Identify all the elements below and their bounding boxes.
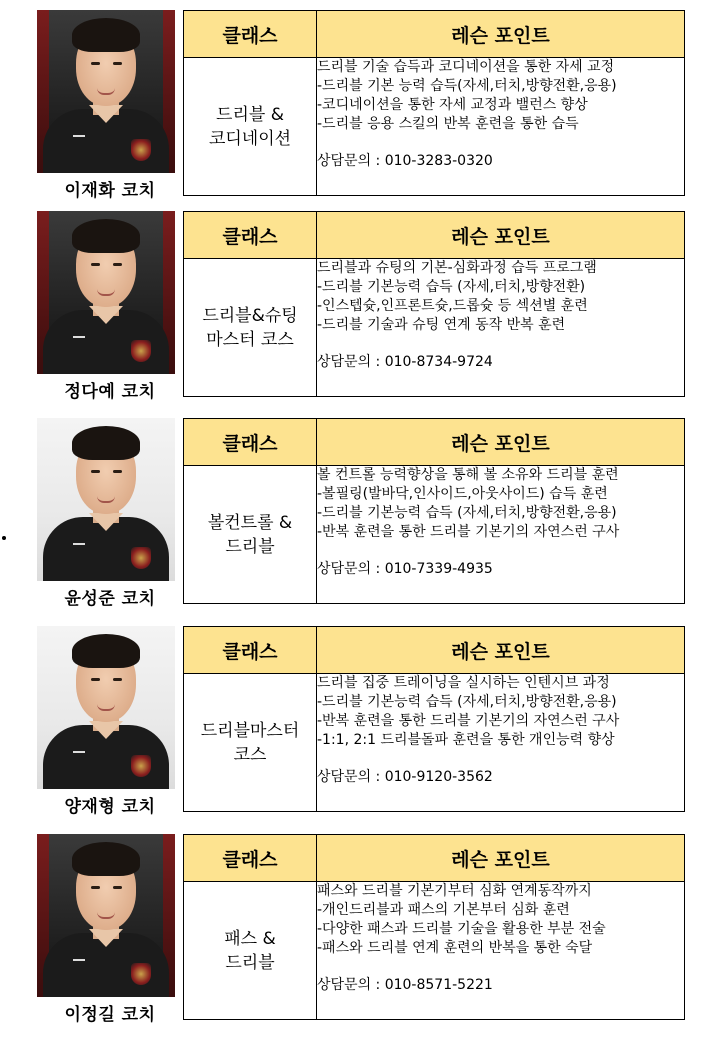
point-line: 드리블 집중 트레이닝을 실시하는 인텐시브 과정 [317, 675, 610, 691]
point-line: -볼필링(발바닥,인사이드,아웃사이드) 습득 훈련 [317, 486, 608, 502]
seoul-badge-icon [131, 340, 151, 362]
lesson-points [317, 259, 685, 397]
class-header: 클래스 [184, 835, 317, 882]
coach-card [37, 834, 687, 1027]
contact-phone: 상담문의 : 010-7339-4935 [317, 561, 493, 577]
lesson-table [183, 418, 685, 604]
lesson-table [183, 10, 685, 196]
point-line: -코디네이션을 통한 자세 교정과 밸런스 향상 [317, 97, 588, 113]
coach-name: 이정길 코치 [64, 1005, 156, 1025]
point-line: -드리블 기본능력 습득 (자세,터치,방향전환,응용) [317, 505, 617, 521]
points-header: 레슨 포인트 [317, 627, 685, 674]
class-name: 드리블마스터 코스 [184, 674, 317, 812]
class-header: 클래스 [184, 419, 317, 466]
class-name: 패스 & 드리블 [184, 882, 317, 1020]
points-header: 레슨 포인트 [317, 835, 685, 882]
coach-photo [37, 10, 175, 173]
point-line: -드리블 응용 스킬의 반복 훈련을 통한 습득 [317, 116, 579, 132]
lesson-points [317, 882, 685, 1020]
point-line: -드리블 기본능력 습득 (자세,터치,방향전환,응용) [317, 694, 617, 710]
class-header: 클래스 [184, 627, 317, 674]
lesson-table [183, 626, 685, 812]
stray-dot [2, 536, 6, 540]
coach-photo [37, 418, 175, 581]
coach-card [37, 211, 687, 404]
point-line: -반복 훈련을 통한 드리블 기본기의 자연스런 구사 [317, 524, 620, 540]
point-line: -다양한 패스과 드리블 기술을 활용한 부분 전술 [317, 921, 606, 937]
seoul-badge-icon [131, 963, 151, 985]
coach-photo [37, 211, 175, 374]
lesson-table [183, 211, 685, 397]
seoul-badge-icon [131, 139, 151, 161]
coach-name: 정다예 코치 [64, 382, 156, 402]
point-line: -개인드리블과 패스의 기본부터 심화 훈련 [317, 902, 570, 918]
class-name: 볼컨트롤 & 드리블 [184, 466, 317, 604]
lesson-table [183, 834, 685, 1020]
class-header: 클래스 [184, 11, 317, 58]
seoul-badge-icon [131, 755, 151, 777]
point-line: -인스텝슛,인프론트슛,드롭슛 등 섹션별 훈련 [317, 298, 588, 314]
point-line: -패스와 드리블 연계 훈련의 반복을 통한 숙달 [317, 940, 593, 956]
points-header: 레슨 포인트 [317, 212, 685, 259]
point-line: 드리블과 슈팅의 기본-심화과정 습득 프로그램 [317, 260, 597, 276]
contact-phone: 상담문의 : 010-9120-3562 [317, 769, 493, 785]
coach-card [37, 418, 687, 611]
point-line: -반복 훈련을 통한 드리블 기본기의 자연스런 구사 [317, 713, 620, 729]
lesson-points [317, 674, 685, 812]
point-line: 드리블 기술 습득과 코디네이션을 통한 자세 교정 [317, 59, 615, 75]
point-line: 패스와 드리블 기본기부터 심화 연계동작까지 [317, 883, 592, 899]
point-line: -드리블 기본 능력 습득(자세,터치,방향전환,응용) [317, 78, 617, 94]
coach-name: 윤성준 코치 [64, 589, 156, 609]
points-header: 레슨 포인트 [317, 419, 685, 466]
coach-card [37, 10, 687, 203]
point-line: -1:1, 2:1 드리블돌파 훈련을 통한 개인능력 향상 [317, 732, 615, 748]
points-header: 레슨 포인트 [317, 11, 685, 58]
class-header: 클래스 [184, 212, 317, 259]
coach-name: 양재형 코치 [64, 797, 156, 817]
coach-photo [37, 834, 175, 997]
coach-name: 이재화 코치 [64, 181, 156, 201]
lesson-points [317, 466, 685, 604]
contact-phone: 상담문의 : 010-8734-9724 [317, 354, 493, 370]
seoul-badge-icon [131, 547, 151, 569]
coach-photo [37, 626, 175, 789]
class-name: 드리블 & 코디네이션 [184, 58, 317, 196]
point-line: 볼 컨트롤 능력향상을 통해 볼 소유와 드리블 훈련 [317, 467, 619, 483]
contact-phone: 상담문의 : 010-8571-5221 [317, 977, 493, 993]
lesson-points [317, 58, 685, 196]
point-line: -드리블 기본능력 습득 (자세,터치,방향전환) [317, 279, 586, 295]
point-line: -드리블 기술과 슈팅 연계 동작 반복 훈련 [317, 317, 566, 333]
class-name: 드리블&슈팅 마스터 코스 [184, 259, 317, 397]
contact-phone: 상담문의 : 010-3283-0320 [317, 153, 493, 169]
coach-card [37, 626, 687, 819]
